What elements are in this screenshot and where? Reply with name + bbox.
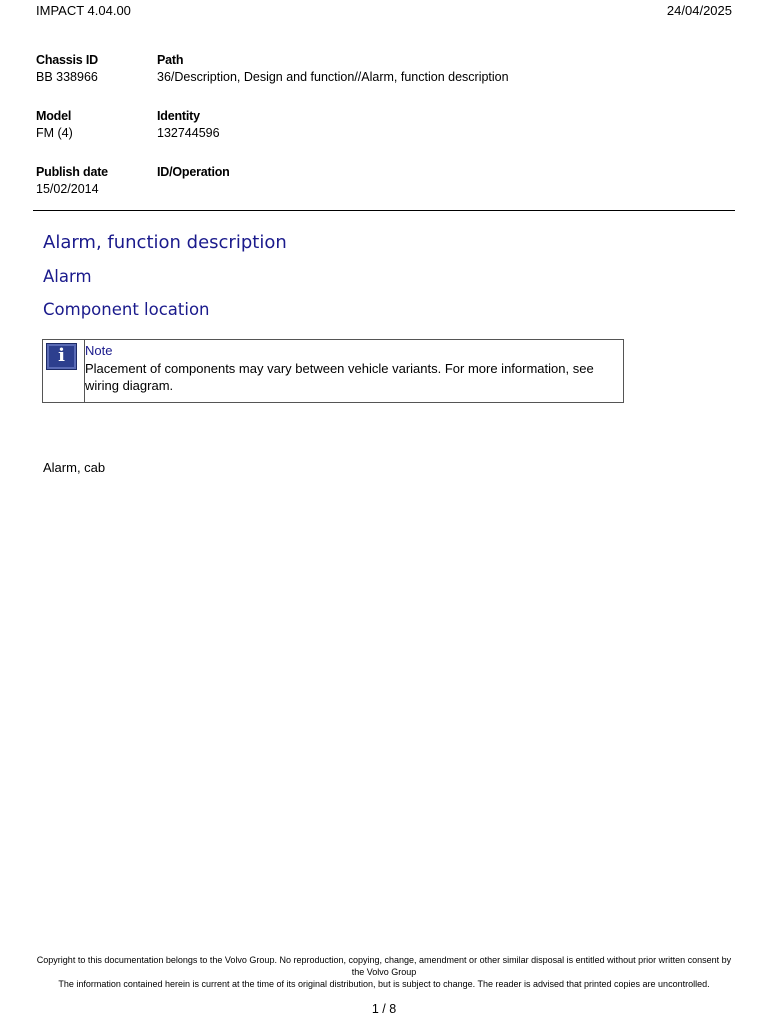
- footer-copyright: Copyright to this documentation belongs to the Volvo Group. No reproduction, copying, change, amendment or other similar disposal is entitled without prior written consent by the Volvo Group: [36, 955, 732, 977]
- path-label: Path: [157, 53, 184, 67]
- page-title: Alarm, function description: [43, 232, 287, 253]
- print-date: 24/04/2025: [666, 3, 732, 18]
- page-number: 1 / 8: [371, 1002, 397, 1016]
- note-text: Placement of components may vary between vehicle variants. For more information, see wiring diagram.: [85, 361, 594, 393]
- info-icon: [46, 343, 77, 370]
- model-label: Model: [36, 109, 72, 123]
- figure-caption: Alarm, cab: [43, 460, 106, 475]
- note-icon-cell: [43, 340, 85, 402]
- header-divider: [33, 210, 735, 211]
- subsection-heading: Component location: [43, 300, 210, 319]
- identity-label: Identity: [157, 109, 200, 123]
- path-value: 36/Description, Design and function//Alarm, function description: [157, 70, 509, 84]
- section-heading: Alarm: [43, 267, 92, 286]
- note-box: [42, 339, 624, 403]
- chassis-id-value: BB 338966: [36, 70, 98, 84]
- footer-disclaimer: The information contained herein is current at the time of its original distribution, but is subject to change. The reader is advised that printed copies are uncontrolled.: [58, 979, 710, 989]
- app-version: IMPACT 4.04.00: [36, 3, 131, 18]
- publish-date-value: 15/02/2014: [36, 182, 99, 196]
- note-title: Note: [85, 343, 113, 358]
- model-value: FM (4): [36, 126, 73, 140]
- info-icon-glyph: i: [58, 345, 65, 366]
- publish-date-label: Publish date: [36, 165, 108, 179]
- chassis-id-label: Chassis ID: [36, 53, 98, 67]
- id-operation-label: ID/Operation: [157, 165, 230, 179]
- identity-value: 132744596: [157, 126, 220, 140]
